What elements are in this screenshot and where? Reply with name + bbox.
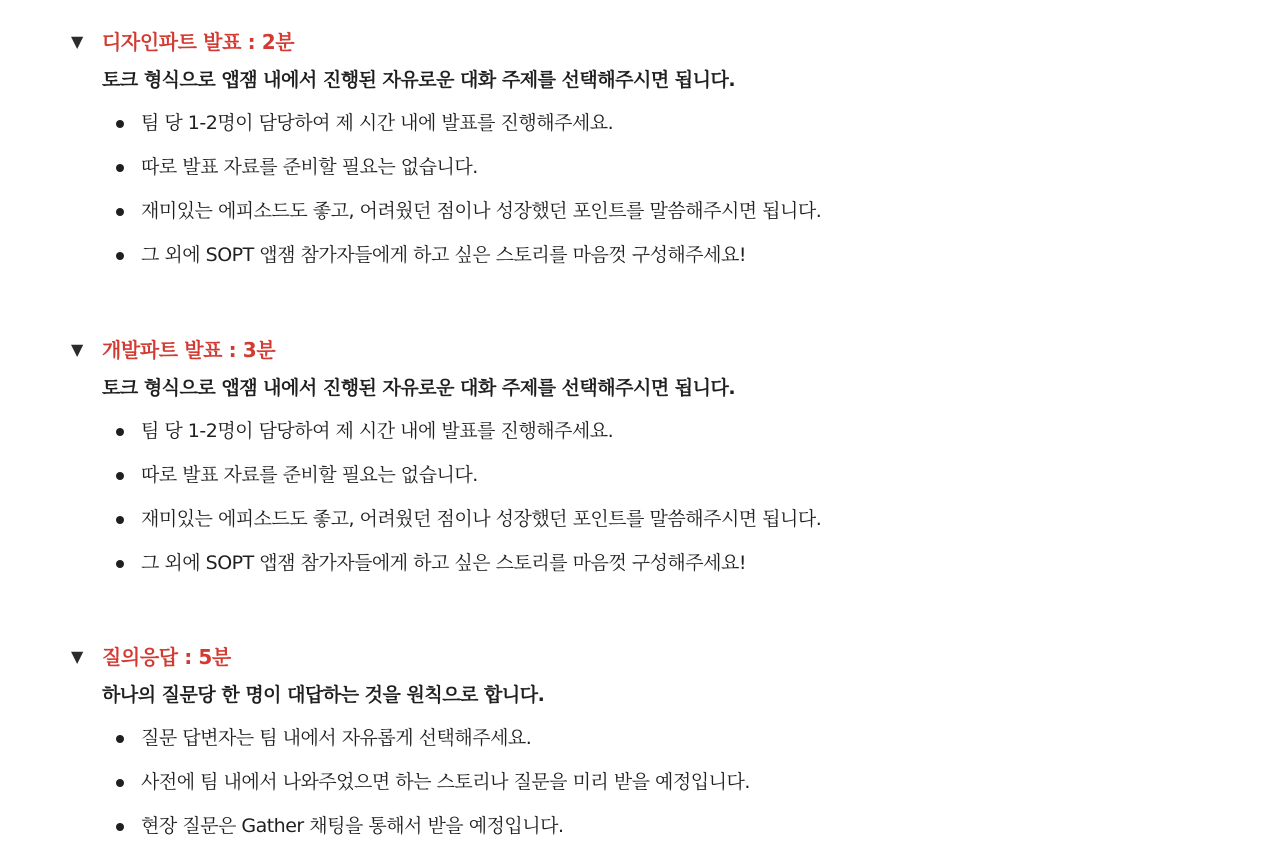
bullet-icon (116, 823, 124, 831)
list-item (0, 241, 1280, 285)
toggle-arrow-icon[interactable]: ▼ (71, 340, 84, 359)
bullet-icon (116, 428, 124, 436)
list-item-text: 재미있는 에피소드도 좋고, 어려웠던 점이나 성장했던 포인트를 말씀해주시면 됩니다. (141, 200, 822, 222)
section-title: 디자인파트 발표 : 2분 (102, 30, 295, 54)
bullet-list (0, 417, 1280, 593)
list-item (0, 768, 1280, 812)
bullet-list (0, 109, 1280, 285)
section-title: 질의응답 : 5분 (102, 645, 231, 669)
list-item (0, 549, 1280, 593)
list-item (0, 505, 1280, 549)
list-item-text: 재미있는 에피소드도 좋고, 어려웠던 점이나 성장했던 포인트를 말씀해주시면 됩니다. (141, 508, 822, 530)
list-item-text: 팀 당 1-2명이 담당하여 제 시간 내에 발표를 진행해주세요. (141, 112, 614, 134)
list-item-text: 사전에 팀 내에서 나와주었으면 하는 스토리나 질문을 미리 받을 예정입니다. (141, 771, 750, 793)
bullet-icon (116, 252, 124, 260)
list-item-text: 그 외에 SOPT 앱잼 참가자들에게 하고 싶은 스토리를 마음껏 구성해주세요! (141, 244, 746, 266)
bullet-icon (116, 735, 124, 743)
list-item-text: 그 외에 SOPT 앱잼 참가자들에게 하고 싶은 스토리를 마음껏 구성해주세요! (141, 552, 746, 574)
toggle-arrow-icon[interactable]: ▼ (71, 32, 84, 51)
bullet-icon (116, 560, 124, 568)
section-summary: 토크 형식으로 앱잼 내에서 진행된 자유로운 대화 주제를 선택해주시면 됩니다. (102, 69, 736, 91)
list-item-text: 현장 질문은 Gather 채팅을 통해서 받을 예정입니다. (141, 815, 564, 837)
toggle-header[interactable] (0, 641, 1280, 673)
section-summary: 하나의 질문당 한 명이 대답하는 것을 원칙으로 합니다. (102, 684, 545, 706)
list-item-text: 따로 발표 자료를 준비할 필요는 없습니다. (141, 464, 478, 486)
list-item (0, 417, 1280, 461)
toggle-header[interactable] (0, 334, 1280, 366)
bullet-icon (116, 516, 124, 524)
list-item-text: 따로 발표 자료를 준비할 필요는 없습니다. (141, 156, 478, 178)
list-item-text: 질문 답변자는 팀 내에서 자유롭게 선택해주세요. (141, 727, 532, 749)
list-item (0, 197, 1280, 241)
bullet-icon (116, 164, 124, 172)
toggle-arrow-icon[interactable]: ▼ (71, 647, 84, 666)
section-summary: 토크 형식으로 앱잼 내에서 진행된 자유로운 대화 주제를 선택해주시면 됩니다. (102, 377, 736, 399)
bullet-icon (116, 779, 124, 787)
bullet-list (0, 724, 1280, 856)
list-item (0, 109, 1280, 153)
bullet-icon (116, 120, 124, 128)
list-item (0, 153, 1280, 197)
list-item (0, 461, 1280, 505)
list-item-text: 팀 당 1-2명이 담당하여 제 시간 내에 발표를 진행해주세요. (141, 420, 614, 442)
section-title: 개발파트 발표 : 3분 (102, 338, 276, 362)
toggle-header[interactable] (0, 26, 1280, 58)
bullet-icon (116, 472, 124, 480)
list-item (0, 812, 1280, 856)
list-item (0, 724, 1280, 768)
bullet-icon (116, 208, 124, 216)
